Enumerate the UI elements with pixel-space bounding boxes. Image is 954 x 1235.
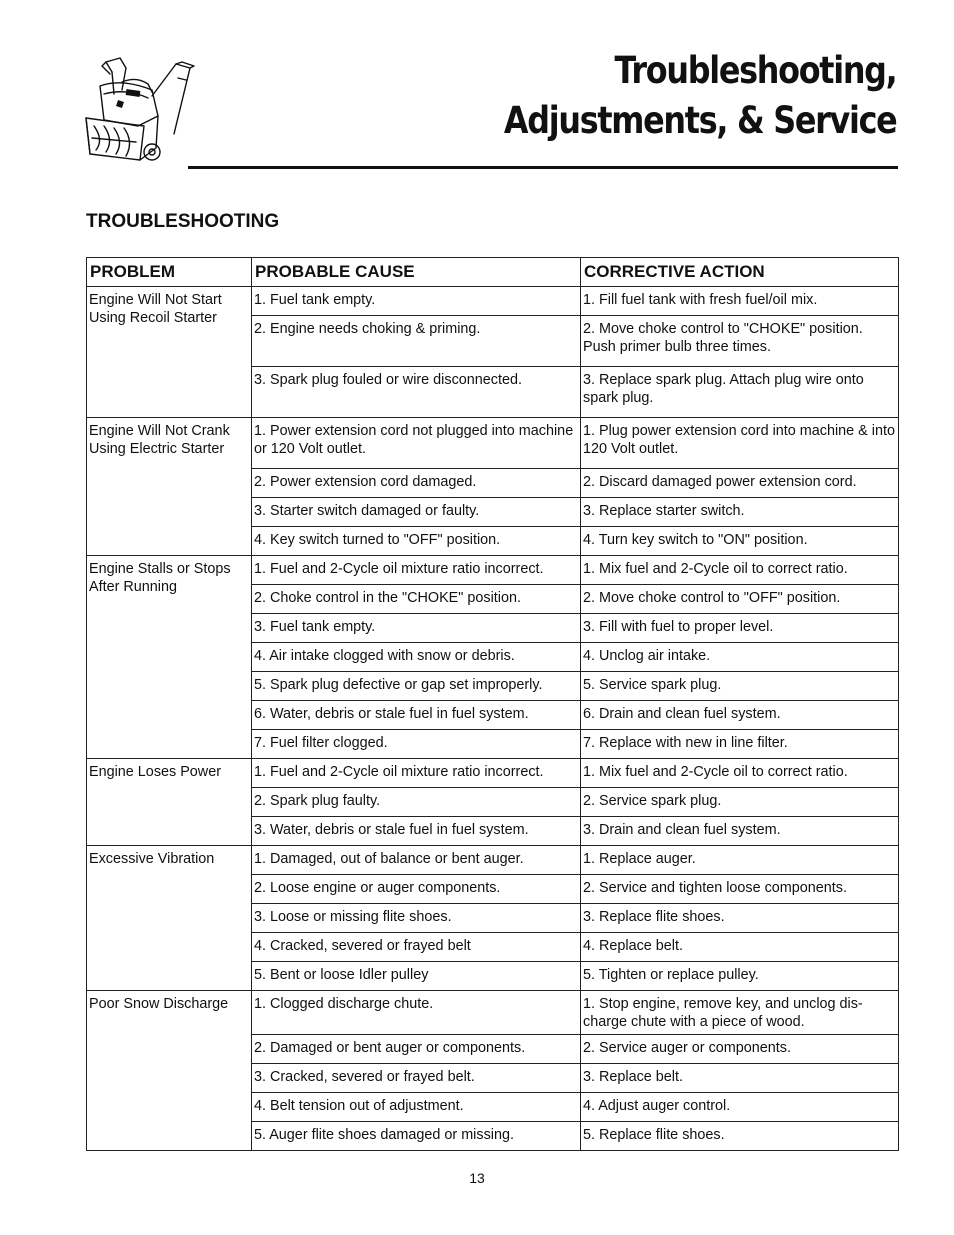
cause-cell: 4. Key switch turned to "OFF" position. bbox=[252, 527, 581, 556]
action-cell: 2. Service auger or components. bbox=[581, 1035, 899, 1064]
action-cell: 7. Replace with new in line filter. bbox=[581, 730, 899, 759]
page-title bbox=[503, 46, 896, 146]
action-cell: 6. Drain and clean fuel system. bbox=[581, 701, 899, 730]
action-cell: 2. Move choke control to "OFF" position. bbox=[581, 585, 899, 614]
troubleshooting-table bbox=[86, 257, 899, 1151]
cause-cell: 3. Cracked, severed or frayed belt. bbox=[252, 1064, 581, 1093]
cause-cell: 2. Spark plug faulty. bbox=[252, 788, 581, 817]
action-cell: 5. Service spark plug. bbox=[581, 672, 899, 701]
action-cell: 4. Replace belt. bbox=[581, 933, 899, 962]
table-row bbox=[87, 418, 899, 469]
action-cell: 4. Turn key switch to "ON" position. bbox=[581, 527, 899, 556]
problem-cell: Poor Snow Discharge bbox=[87, 991, 252, 1151]
cause-cell: 3. Fuel tank empty. bbox=[252, 614, 581, 643]
problem-cell: Engine Will Not Start Using Recoil Starter bbox=[87, 287, 252, 418]
action-cell: 1. Mix fuel and 2-Cycle oil to correct ratio. bbox=[581, 759, 899, 788]
snowblower-illustration bbox=[82, 56, 200, 166]
cause-cell: 2. Choke control in the "CHOKE" position. bbox=[252, 585, 581, 614]
cause-cell: 4. Air intake clogged with snow or debris. bbox=[252, 643, 581, 672]
table-row bbox=[87, 991, 899, 1035]
cause-cell: 3. Loose or missing flite shoes. bbox=[252, 904, 581, 933]
action-cell: 3. Replace flite shoes. bbox=[581, 904, 899, 933]
table-header-row bbox=[87, 258, 899, 287]
table-row bbox=[87, 287, 899, 316]
cause-cell: 2. Power extension cord damaged. bbox=[252, 469, 581, 498]
cause-cell: 6. Water, debris or stale fuel in fuel system. bbox=[252, 701, 581, 730]
cause-cell: 1. Clogged discharge chute. bbox=[252, 991, 581, 1035]
problem-cell: Engine Will Not Crank Using Electric Starter bbox=[87, 418, 252, 556]
action-cell: 1. Plug power extension cord into machine & into 120 Volt outlet. bbox=[581, 418, 899, 469]
action-cell: 4. Unclog air intake. bbox=[581, 643, 899, 672]
action-cell: 1. Stop engine, remove key, and unclog dis-charge chute with a piece of wood. bbox=[581, 991, 899, 1035]
header-problem: PROBLEM bbox=[87, 258, 252, 287]
cause-cell: 5. Auger flite shoes damaged or missing. bbox=[252, 1122, 581, 1151]
action-cell: 3. Drain and clean fuel system. bbox=[581, 817, 899, 846]
cause-cell: 2. Damaged or bent auger or components. bbox=[252, 1035, 581, 1064]
cause-cell: 7. Fuel filter clogged. bbox=[252, 730, 581, 759]
action-cell: 3. Replace starter switch. bbox=[581, 498, 899, 527]
cause-cell: 1. Power extension cord not plugged into machine or 120 Volt outlet. bbox=[252, 418, 581, 469]
cause-cell: 3. Water, debris or stale fuel in fuel system. bbox=[252, 817, 581, 846]
problem-cell: Engine Stalls or Stops After Running bbox=[87, 556, 252, 759]
section-heading: TROUBLESHOOTING bbox=[86, 211, 280, 232]
cause-cell: 5. Bent or loose Idler pulley bbox=[252, 962, 581, 991]
table-row bbox=[87, 759, 899, 788]
page-title-line-1: Troubleshooting, bbox=[614, 49, 896, 92]
header-rule bbox=[188, 166, 898, 169]
action-cell: 3. Replace spark plug. Attach plug wire onto spark plug. bbox=[581, 367, 899, 418]
cause-cell: 3. Starter switch damaged or faulty. bbox=[252, 498, 581, 527]
action-cell: 5. Replace flite shoes. bbox=[581, 1122, 899, 1151]
action-cell: 5. Tighten or replace pulley. bbox=[581, 962, 899, 991]
action-cell: 2. Service and tighten loose components. bbox=[581, 875, 899, 904]
action-cell: 1. Mix fuel and 2-Cycle oil to correct ratio. bbox=[581, 556, 899, 585]
header-probable-cause: PROBABLE CAUSE bbox=[252, 258, 581, 287]
table-row bbox=[87, 556, 899, 585]
page-title-line-2: Adjustments, & Service bbox=[503, 99, 896, 142]
problem-cell: Excessive Vibration bbox=[87, 846, 252, 991]
action-cell: 2. Service spark plug. bbox=[581, 788, 899, 817]
cause-cell: 1. Fuel and 2-Cycle oil mixture ratio incorrect. bbox=[252, 556, 581, 585]
cause-cell: 1. Fuel and 2-Cycle oil mixture ratio incorrect. bbox=[252, 759, 581, 788]
action-cell: 2. Discard damaged power extension cord. bbox=[581, 469, 899, 498]
action-cell: 3. Replace belt. bbox=[581, 1064, 899, 1093]
cause-cell: 2. Engine needs choking & priming. bbox=[252, 316, 581, 367]
table-row bbox=[87, 846, 899, 875]
action-cell: 3. Fill with fuel to proper level. bbox=[581, 614, 899, 643]
cause-cell: 1. Damaged, out of balance or bent auger. bbox=[252, 846, 581, 875]
cause-cell: 4. Cracked, severed or frayed belt bbox=[252, 933, 581, 962]
action-cell: 2. Move choke control to "CHOKE" position. Push primer bulb three times. bbox=[581, 316, 899, 367]
cause-cell: 3. Spark plug fouled or wire disconnected. bbox=[252, 367, 581, 418]
action-cell: 1. Fill fuel tank with fresh fuel/oil mix. bbox=[581, 287, 899, 316]
cause-cell: 2. Loose engine or auger components. bbox=[252, 875, 581, 904]
cause-cell: 5. Spark plug defective or gap set improperly. bbox=[252, 672, 581, 701]
cause-cell: 4. Belt tension out of adjustment. bbox=[252, 1093, 581, 1122]
problem-cell: Engine Loses Power bbox=[87, 759, 252, 846]
action-cell: 1. Replace auger. bbox=[581, 846, 899, 875]
page-number: 13 bbox=[469, 1170, 485, 1186]
action-cell: 4. Adjust auger control. bbox=[581, 1093, 899, 1122]
header-corrective-action: CORRECTIVE ACTION bbox=[581, 258, 899, 287]
cause-cell: 1. Fuel tank empty. bbox=[252, 287, 581, 316]
